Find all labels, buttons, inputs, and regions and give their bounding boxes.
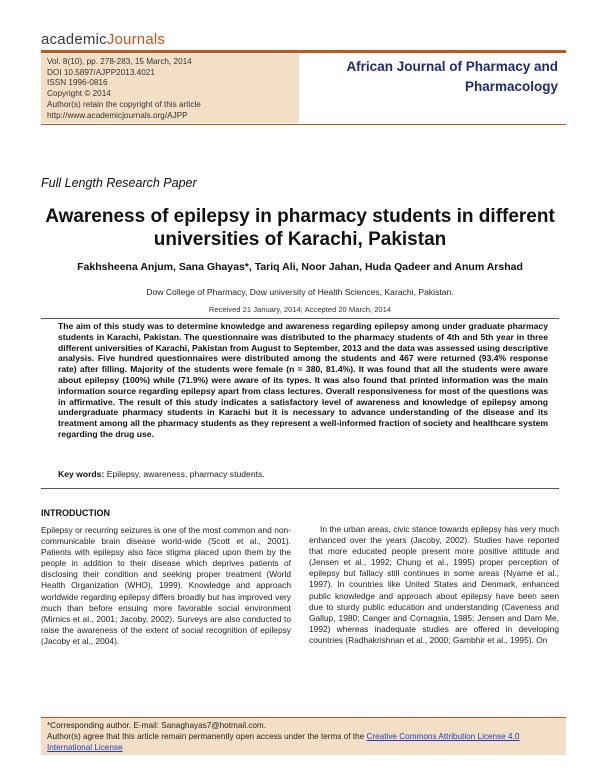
license-note: [47, 732, 566, 754]
meta-copyright: Copyright © 2014: [47, 89, 111, 99]
journal-name-line1: African Journal of Pharmacy and: [346, 59, 558, 74]
affiliation: Dow College of Pharmacy, Dow university of Health Sciences, Karachi, Pakistan.: [146, 287, 454, 297]
keywords: [58, 469, 548, 479]
journal-name: [346, 57, 558, 97]
meta-doi: DOI 10.5897/AJPP2013.4021: [47, 67, 155, 77]
paper-type: Full Length Research Paper: [41, 176, 197, 190]
logo-part-academic: academic: [41, 31, 107, 48]
paragraph: In the urban areas, civic stance towards epilepsy has very much enhanced over the years (Jacoby, 2002). Studies have reported that more educated people present more positive attitude and (Jensen et al., 1992; Chung et al., 1995) proper perception of epilepsy but fallacy still continues in some areas (Nyame et al., 1997). In countries like United States and Denmark, enhanced public knowledge and approach about epilepsy have been seen due to sturdy public education and understanding (Caveness and Gallup, 1980; Canger and Cornagsia, 1985; Jensen and Dam Me, 1992) whereas inadequate studies are offered in developing countries (Radhakrishnan et al., 2000; Gambhir et al., 1995). On: [309, 524, 559, 645]
meta-rights: Author(s) retain the copyright of this article: [47, 99, 201, 109]
paragraph: Epilepsy or recurring seizures is one of the most common and non-communicable brain disease world-wide (Scott et al., 2001). Patients with epilepsy also face stigma placed upon them by the people in addition to their disease which deprives patients of disclosing their condition and seeking proper treatment (World Health Organization (WHO), 1999). Knowledge and approach worldwide regarding epilepsy differs broadly but has improved very much than before ensuing more favorable social environment (Mirnics et al., 2001; Jacoby, 2002). Surveys are also conducted to raise the awareness of the extent of social recognition of epilepsy (Jacoby et al., 2004).: [41, 525, 291, 646]
abstract-top-rule: [41, 318, 559, 319]
corresponding-author: *Corresponding author. E-mail: Sanaghayas7@hotmail.com.: [47, 721, 267, 730]
publisher-logo: [41, 31, 165, 48]
paper-title: Awareness of epilepsy in pharmacy students in different universities of Karachi, Pakistan: [45, 206, 555, 250]
meta-issn: ISSN 1996-0816: [47, 78, 108, 88]
body-column-right: [309, 524, 559, 646]
abstract: The aim of this study was to determine knowledge and awareness regarding epilepsy among under graduate pharmacy students in Karachi, Pakistan. The questionnaire was distributed to the pharmacy students of 4th and 5th year in three different universities of Karachi, Pakistan from August to September, 2013 and the data was assessed using descriptive analysis. Five hundred questionnaires were distributed among the students and 467 were returned (93.4% response rate) after filling. Majority of the students were female (n = 380, 81.4%). It was found that all the students were aware about epilepsy (100%) while (71.9%) were aware of its types. It was also found that printed information was the main information source regarding epilepsy apart from class lectures. Overall responsiveness for most of the questions was in affirmative. The result of this study indicates a satisfactory level of awareness and knowledge of epilepsy among undergraduate pharmacy students in Karachi but it is necessary to advance understanding of the disease and its treatment among all the pharmacy students as they represent a well-informed fraction of society and healthcare system regarding the drug use.: [58, 321, 548, 439]
journal-name-line2: Pharmacology: [464, 79, 558, 94]
keywords-text: Epilepsy, awareness, pharmacy students.: [106, 469, 265, 479]
license-link[interactable]: Creative Commons Attribution License 4.0 International License: [47, 731, 520, 752]
body-column-left: [41, 525, 291, 647]
footer-notes: [41, 717, 566, 755]
keywords-bottom-rule: [41, 488, 559, 489]
license-text: Author(s) agree that this article remain permanently open access under the terms of the: [47, 731, 367, 741]
author-list: Fakhsheena Anjum, Sana Ghayas*, Tariq Ali, Noor Jahan, Huda Qadeer and Anum Arshad: [77, 261, 523, 273]
section-heading-introduction: INTRODUCTION: [41, 508, 110, 518]
meta-url[interactable]: http://www.academicjournals.org/AJPP: [47, 110, 188, 120]
article-metadata: [41, 54, 299, 123]
header-box: [41, 50, 566, 125]
meta-volume: Vol. 8(10), pp. 278-283, 15 March, 2014: [47, 57, 192, 66]
keywords-label: Key words:: [58, 469, 105, 479]
received-dates: Received 21 January, 2014; Accepted 20 March, 2014: [208, 305, 392, 314]
logo-part-journals: Journals: [106, 31, 166, 48]
